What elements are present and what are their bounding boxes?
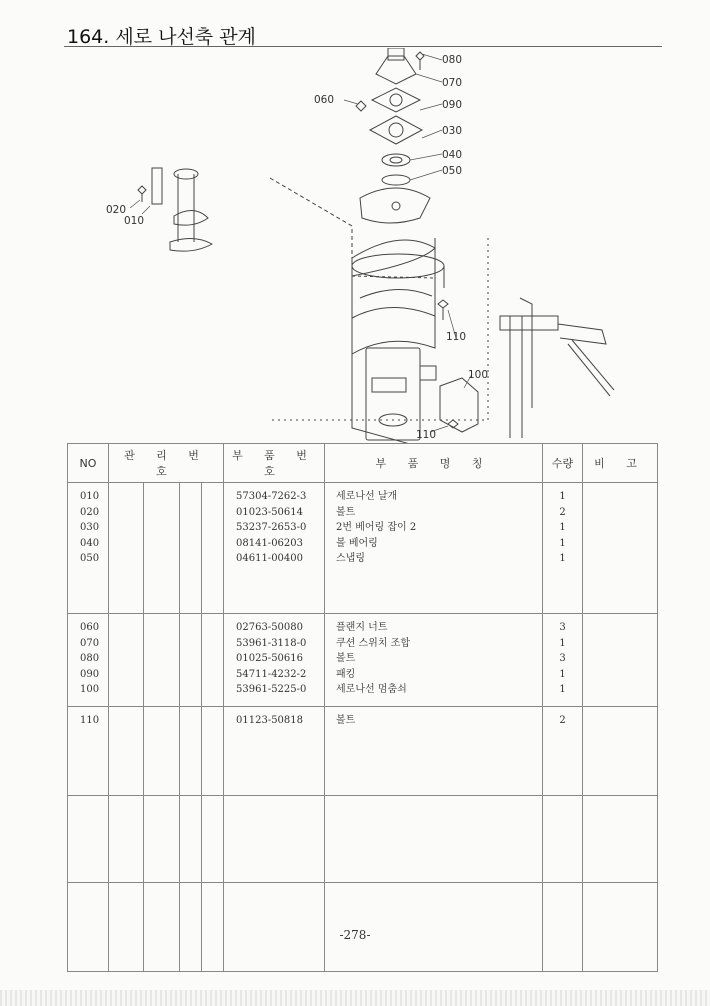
table-row-empty: [68, 883, 658, 972]
row-part-name: 플랜지 너트: [336, 622, 388, 633]
title-divider: [64, 46, 662, 47]
row-quantity: 3: [559, 622, 566, 633]
row-quantity: 1: [559, 668, 566, 680]
row-quantity: 1: [559, 537, 566, 549]
row-no: 070: [80, 637, 100, 649]
row-part-no: 04611-00400: [236, 553, 304, 565]
row-quantity: 1: [559, 684, 566, 696]
header-management-no: 관 리 번 호: [109, 444, 224, 483]
header-part-no: 부 품 번 호: [224, 444, 325, 483]
row-no: 060: [80, 622, 100, 633]
row-no: 100: [80, 684, 100, 696]
row-part-name: 볼트: [336, 506, 356, 518]
page-title: 164. 세로 나선축 관계: [67, 26, 256, 48]
callout-020: 020: [106, 204, 127, 216]
row-part-name: 쿠션 스위치 조합: [336, 637, 410, 649]
row-part-name: 볼 베어링: [336, 537, 378, 549]
row-part-name: 볼트: [336, 653, 356, 665]
table-row-group: [68, 483, 658, 614]
row-part-no: 01025-50616: [236, 653, 304, 665]
row-part-no: 08141-06203: [236, 537, 304, 549]
row-part-no: 01023-50614: [236, 506, 304, 518]
row-part-name: 2번 베어링 잡이 2: [336, 522, 417, 534]
row-no: 090: [80, 668, 100, 680]
row-no: 050: [80, 553, 100, 565]
row-part-no: 54711-4232-2: [236, 668, 307, 680]
row-no: 110: [80, 715, 100, 726]
row-part-no: 53961-5225-0: [236, 684, 307, 696]
row-part-no: 53237-2653-0: [236, 522, 307, 534]
row-part-no: 02763-50080: [236, 622, 304, 633]
row-no: 040: [80, 537, 100, 549]
callout-060: 060: [314, 94, 335, 106]
callout-090: 090: [442, 99, 463, 111]
table-row-group: [68, 614, 658, 707]
row-part-name: 세로나선 멈춤쇠: [336, 684, 407, 696]
scan-edge-artifact: [0, 990, 710, 1006]
row-part-name: 패킹: [336, 668, 356, 680]
row-quantity: 1: [559, 522, 566, 534]
callout-080: 080: [442, 54, 463, 66]
row-part-name: 볼트: [336, 715, 356, 726]
row-no: 010: [80, 491, 100, 502]
row-part-name: 스냅링: [336, 553, 365, 565]
callout-050: 050: [442, 165, 463, 177]
row-no: 030: [80, 522, 100, 534]
row-quantity: 2: [559, 506, 566, 518]
parts-diagram: [90, 48, 690, 444]
row-part-no: 01123-50818: [236, 715, 304, 726]
row-quantity: 3: [559, 653, 566, 665]
callout-030: 030: [442, 125, 463, 137]
row-part-no: 53961-3118-0: [236, 637, 307, 649]
callout-010: 010: [124, 215, 145, 227]
row-part-no: 57304-7262-3: [236, 491, 307, 502]
page-number: -278-: [339, 928, 371, 942]
row-no: 020: [80, 506, 100, 518]
header-quantity: 수량: [543, 444, 583, 483]
row-quantity: 2: [559, 715, 566, 726]
callout-040: 040: [442, 149, 463, 161]
row-quantity: 1: [559, 553, 566, 565]
callout-110-upper: 110: [446, 331, 467, 343]
callout-110-lower: 110: [416, 429, 437, 441]
table-row-group: [68, 707, 658, 796]
row-quantity: 1: [559, 491, 566, 502]
header-no: NO: [68, 444, 109, 483]
callout-100: 100: [468, 369, 489, 381]
row-quantity: 1: [559, 637, 566, 649]
header-remark: 비 고: [583, 444, 658, 483]
header-part-name: 부 품 명 칭: [325, 444, 543, 483]
parts-table: [67, 443, 658, 972]
table-row-empty: [68, 796, 658, 883]
callout-070: 070: [442, 77, 463, 89]
row-no: 080: [80, 653, 100, 665]
table-header-row: [68, 444, 658, 483]
row-part-name: 세로나선 날개: [336, 491, 398, 502]
